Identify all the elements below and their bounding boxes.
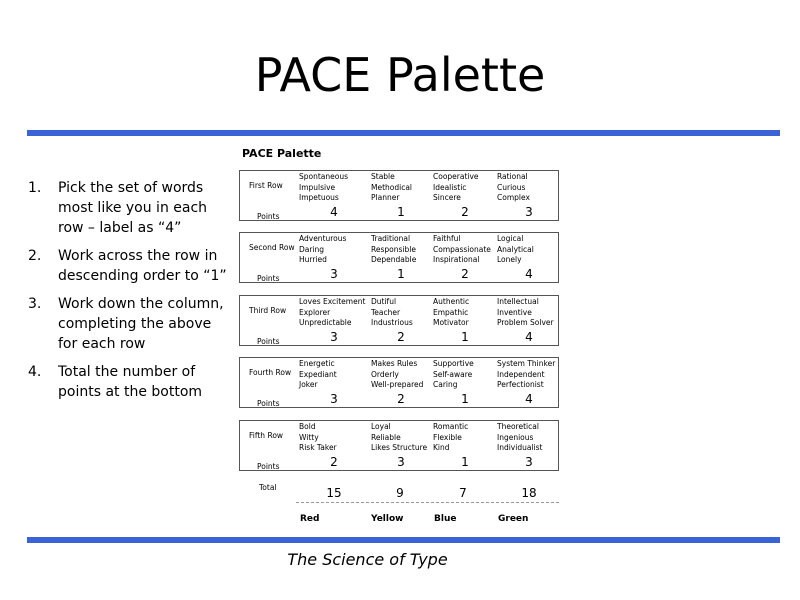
palette-row bbox=[239, 420, 559, 471]
trait-word: Logical bbox=[497, 234, 524, 243]
word-column-blue bbox=[433, 422, 468, 454]
word-column-blue bbox=[433, 359, 474, 391]
palette-row bbox=[239, 232, 559, 283]
trait-word: Bold bbox=[299, 422, 316, 431]
trait-word: Makes Rules bbox=[371, 359, 418, 368]
trait-word: Well-prepared bbox=[371, 380, 424, 389]
trait-word: Energetic bbox=[299, 359, 335, 368]
trait-word: Perfectionist bbox=[497, 380, 544, 389]
trait-word: Analytical bbox=[497, 244, 534, 254]
word-column-green bbox=[497, 234, 534, 266]
points-value-yellow: 1 bbox=[397, 267, 405, 281]
word-column-blue bbox=[433, 234, 491, 266]
word-column-yellow bbox=[371, 172, 412, 204]
trait-word: Faithful bbox=[433, 234, 461, 243]
word-column-green bbox=[497, 172, 530, 204]
trait-word: Reliable bbox=[371, 432, 401, 442]
instruction-item bbox=[28, 246, 228, 286]
points-label: Points bbox=[257, 462, 280, 471]
points-value-blue: 2 bbox=[461, 205, 469, 219]
trait-word: Orderly bbox=[371, 369, 399, 379]
trait-word: Expediant bbox=[299, 369, 337, 379]
trait-word: Authentic bbox=[433, 297, 470, 306]
points-value-green: 4 bbox=[525, 267, 533, 281]
trait-word: Theoretical bbox=[497, 422, 539, 431]
trait-word: Caring bbox=[433, 380, 458, 389]
instruction-text: Work across the row in descending order to “1” bbox=[58, 248, 227, 284]
trait-word: Methodical bbox=[371, 182, 413, 192]
color-label-red: Red bbox=[300, 514, 320, 524]
word-column-green bbox=[497, 422, 542, 454]
trait-word: Hurried bbox=[299, 255, 327, 264]
trait-word: Compassionate bbox=[433, 244, 491, 254]
instruction-text: Work down the column, completing the above for each row bbox=[58, 296, 224, 352]
instruction-list bbox=[28, 178, 228, 410]
points-label: Points bbox=[257, 337, 280, 346]
word-column-green bbox=[497, 359, 555, 391]
word-column-yellow bbox=[371, 422, 427, 454]
instruction-item bbox=[28, 178, 228, 238]
trait-word: Daring bbox=[299, 244, 325, 254]
trait-word: Kind bbox=[433, 443, 450, 452]
word-column-blue bbox=[433, 172, 479, 204]
trait-word: Supportive bbox=[433, 359, 474, 368]
trait-word: Independent bbox=[497, 369, 545, 379]
trait-word: Loves Excitement bbox=[299, 297, 366, 306]
total-label: Total bbox=[259, 483, 277, 492]
word-column-red bbox=[299, 234, 346, 266]
word-column-red bbox=[299, 422, 337, 454]
trait-word: Rational bbox=[497, 172, 528, 181]
points-value-green: 4 bbox=[525, 392, 533, 406]
trait-word: Explorer bbox=[299, 307, 331, 317]
trait-word: Romantic bbox=[433, 422, 469, 431]
row-label: Fifth Row bbox=[249, 431, 284, 440]
trait-word: Impulsive bbox=[299, 182, 336, 192]
word-column-red bbox=[299, 359, 337, 391]
word-column-red bbox=[299, 172, 348, 204]
trait-word: Planner bbox=[371, 193, 400, 202]
points-value-red: 3 bbox=[330, 267, 338, 281]
trait-word: Lonely bbox=[497, 255, 522, 264]
trait-word: Responsible bbox=[371, 244, 416, 254]
total-divider bbox=[296, 502, 559, 503]
word-column-green bbox=[497, 297, 554, 329]
slide-title: PACE Palette bbox=[254, 48, 546, 102]
points-label: Points bbox=[257, 212, 280, 221]
trait-word: System Thinker bbox=[497, 359, 556, 368]
top-divider bbox=[27, 130, 780, 136]
trait-word: Curious bbox=[497, 182, 526, 192]
trait-word: Intellectual bbox=[497, 297, 539, 306]
trait-word: Impetuous bbox=[299, 193, 339, 202]
points-value-yellow: 1 bbox=[397, 205, 405, 219]
word-column-red bbox=[299, 297, 365, 329]
total-blue: 7 bbox=[459, 486, 467, 500]
trait-word: Self-aware bbox=[433, 369, 473, 379]
trait-word: Empathic bbox=[433, 307, 469, 317]
points-value-red: 2 bbox=[330, 455, 338, 469]
trait-word: Dependable bbox=[371, 255, 417, 264]
points-value-green: 3 bbox=[525, 455, 533, 469]
row-label: Third Row bbox=[249, 306, 287, 315]
total-red: 15 bbox=[326, 486, 342, 500]
trait-word: Cooperative bbox=[433, 172, 479, 181]
points-value-yellow: 2 bbox=[397, 330, 405, 344]
trait-word: Risk Taker bbox=[299, 443, 337, 452]
trait-word: Loyal bbox=[371, 422, 391, 431]
trait-word: Inspirational bbox=[433, 255, 480, 264]
trait-word: Traditional bbox=[371, 234, 411, 243]
trait-word: Dutiful bbox=[371, 297, 397, 306]
trait-word: Adventurous bbox=[299, 234, 347, 243]
points-value-red: 4 bbox=[330, 205, 338, 219]
points-value-blue: 1 bbox=[461, 455, 469, 469]
trait-word: Idealistic bbox=[433, 182, 467, 192]
points-value-green: 4 bbox=[525, 330, 533, 344]
trait-word: Complex bbox=[497, 193, 530, 202]
palette-title: PACE Palette bbox=[242, 147, 322, 160]
points-value-blue: 2 bbox=[461, 267, 469, 281]
color-label-green: Green bbox=[498, 514, 529, 524]
instruction-number: 1. bbox=[28, 180, 42, 196]
word-column-yellow bbox=[371, 234, 416, 266]
trait-word: Flexible bbox=[433, 432, 462, 442]
instruction-number: 3. bbox=[28, 296, 42, 312]
word-column-yellow bbox=[371, 359, 423, 391]
trait-word: Unpredictable bbox=[299, 318, 352, 327]
instruction-text: Total the number of points at the bottom bbox=[58, 364, 203, 400]
trait-word: Stable bbox=[371, 172, 395, 181]
trait-word: Ingenious bbox=[497, 432, 534, 442]
instruction-item bbox=[28, 362, 228, 402]
row-label: Fourth Row bbox=[249, 368, 292, 377]
trait-word: Teacher bbox=[371, 307, 401, 317]
points-value-yellow: 2 bbox=[397, 392, 405, 406]
points-value-blue: 1 bbox=[461, 330, 469, 344]
trait-word: Spontaneous bbox=[299, 172, 349, 181]
instruction-text: Pick the set of words most like you in each row – label as “4” bbox=[58, 180, 208, 236]
trait-word: Likes Structure bbox=[371, 443, 428, 452]
trait-word: Individualist bbox=[497, 443, 543, 452]
trait-word: Motivator bbox=[433, 318, 469, 327]
trait-word: Problem Solver bbox=[497, 318, 554, 327]
color-label-yellow: Yellow bbox=[371, 514, 404, 524]
total-yellow: 9 bbox=[396, 486, 404, 500]
word-column-yellow bbox=[371, 297, 413, 329]
slide-footer: The Science of Type bbox=[287, 550, 448, 569]
trait-word: Inventive bbox=[497, 307, 532, 317]
row-label: Second Row bbox=[249, 243, 295, 252]
palette-row bbox=[239, 295, 559, 346]
points-value-blue: 1 bbox=[461, 392, 469, 406]
points-label: Points bbox=[257, 399, 280, 408]
points-value-yellow: 3 bbox=[397, 455, 405, 469]
bottom-divider bbox=[27, 537, 780, 543]
trait-word: Industrious bbox=[371, 318, 413, 327]
instruction-item bbox=[28, 294, 228, 354]
total-green: 18 bbox=[521, 486, 537, 500]
points-value-red: 3 bbox=[330, 392, 338, 406]
points-value-red: 3 bbox=[330, 330, 338, 344]
word-column-blue bbox=[433, 297, 469, 329]
palette-row bbox=[239, 170, 559, 221]
points-label: Points bbox=[257, 274, 280, 283]
points-value-green: 3 bbox=[525, 205, 533, 219]
instruction-number: 4. bbox=[28, 364, 42, 380]
trait-word: Sincere bbox=[433, 193, 461, 202]
trait-word: Joker bbox=[299, 380, 318, 389]
color-label-blue: Blue bbox=[434, 514, 457, 524]
instruction-number: 2. bbox=[28, 248, 42, 264]
palette-row bbox=[239, 357, 559, 408]
trait-word: Witty bbox=[299, 432, 319, 442]
row-label: First Row bbox=[249, 181, 283, 190]
